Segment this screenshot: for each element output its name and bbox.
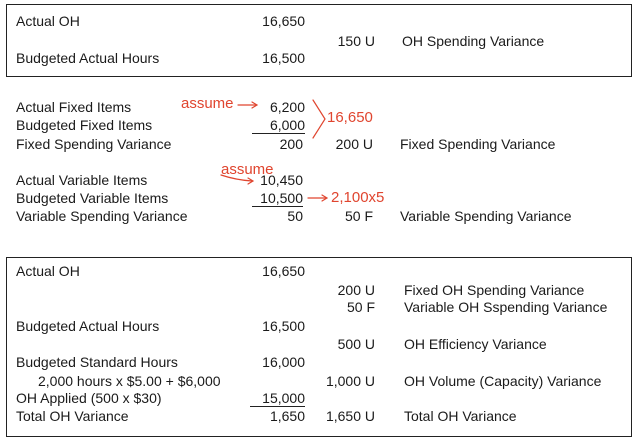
total-label: Total OH Variance [16,408,129,424]
fixed-oh-name: Fixed OH Spending Variance [404,282,585,298]
variable-oh-amount: 50 F [346,299,375,315]
variable-spending-amount: 50 F [344,208,373,224]
variable-budget-label: Budgeted Variable Items [16,190,169,206]
efficiency-amount: 500 U [337,336,375,352]
fixed-oh-amount: 200 U [337,282,375,298]
arrow-assume-fixed [238,102,257,108]
volume-name: OH Volume (Capacity) Variance [404,373,602,389]
fixed-spending-name: Fixed Spending Variance [400,136,556,152]
s3-budgeted-standard-value: 16,000 [262,354,305,370]
variable-annotation: 2,100x5 [331,189,385,206]
oh-spending-label: OH Spending Variance [402,33,545,49]
variable-spending-label: Variable Spending Variance [16,208,188,224]
fixed-budget-value: 6,000 [252,117,305,134]
actual-oh-label: Actual OH [16,13,80,29]
s3-actual-oh-value: 16,650 [262,263,305,279]
fixed-actual-value: 6,200 [269,99,305,115]
variable-budget-value: 10,500 [252,190,303,207]
fixed-budget-label: Budgeted Fixed Items [16,117,153,133]
assume-fixed-annotation: assume [181,95,234,112]
budgeted-hours-value: 16,500 [262,50,305,66]
applied-label: OH Applied (500 x $30) [16,390,162,406]
fixed-actual-label: Actual Fixed Items [16,99,132,115]
total-value: 1,650 [269,408,305,424]
arrow-assume-variable [221,175,253,184]
budgeted-hours-label: Budgeted Actual Hours [16,50,160,66]
applied-value: 15,000 [250,390,305,407]
variable-actual-value: 10,450 [260,172,303,188]
variable-spending-value: 50 [287,208,303,224]
variable-actual-label: Actual Variable Items [16,172,148,188]
s3-budgeted-actual-label: Budgeted Actual Hours [16,318,160,334]
fixed-spending-amount: 200 U [335,136,373,152]
oh-spending-amount: 150 U [337,33,375,49]
volume-amount: 1,000 U [325,373,375,389]
total-amount: 1,650 U [325,408,375,424]
sum-annotation: 16,650 [327,109,373,126]
fixed-spending-label: Fixed Spending Variance [16,136,172,152]
variable-oh-name: Variable OH Sspending Variance [404,299,608,315]
total-name: Total OH Variance [404,408,517,424]
actual-oh-value: 16,650 [262,13,305,29]
arrow-variable-note [308,195,327,201]
bracket-mark [313,100,325,138]
s3-budgeted-actual-value: 16,500 [262,318,305,334]
s3-budgeted-standard-label: Budgeted Standard Hours [16,354,178,370]
variable-spending-name: Variable Spending Variance [400,208,572,224]
efficiency-name: OH Efficiency Variance [404,336,547,352]
fixed-spending-value: 200 [279,136,303,152]
s3-actual-oh-label: Actual OH [16,263,80,279]
assume-variable-annotation: assume [221,161,274,178]
calc-note: 2,000 hours x $5.00 + $6,000 [38,373,221,389]
